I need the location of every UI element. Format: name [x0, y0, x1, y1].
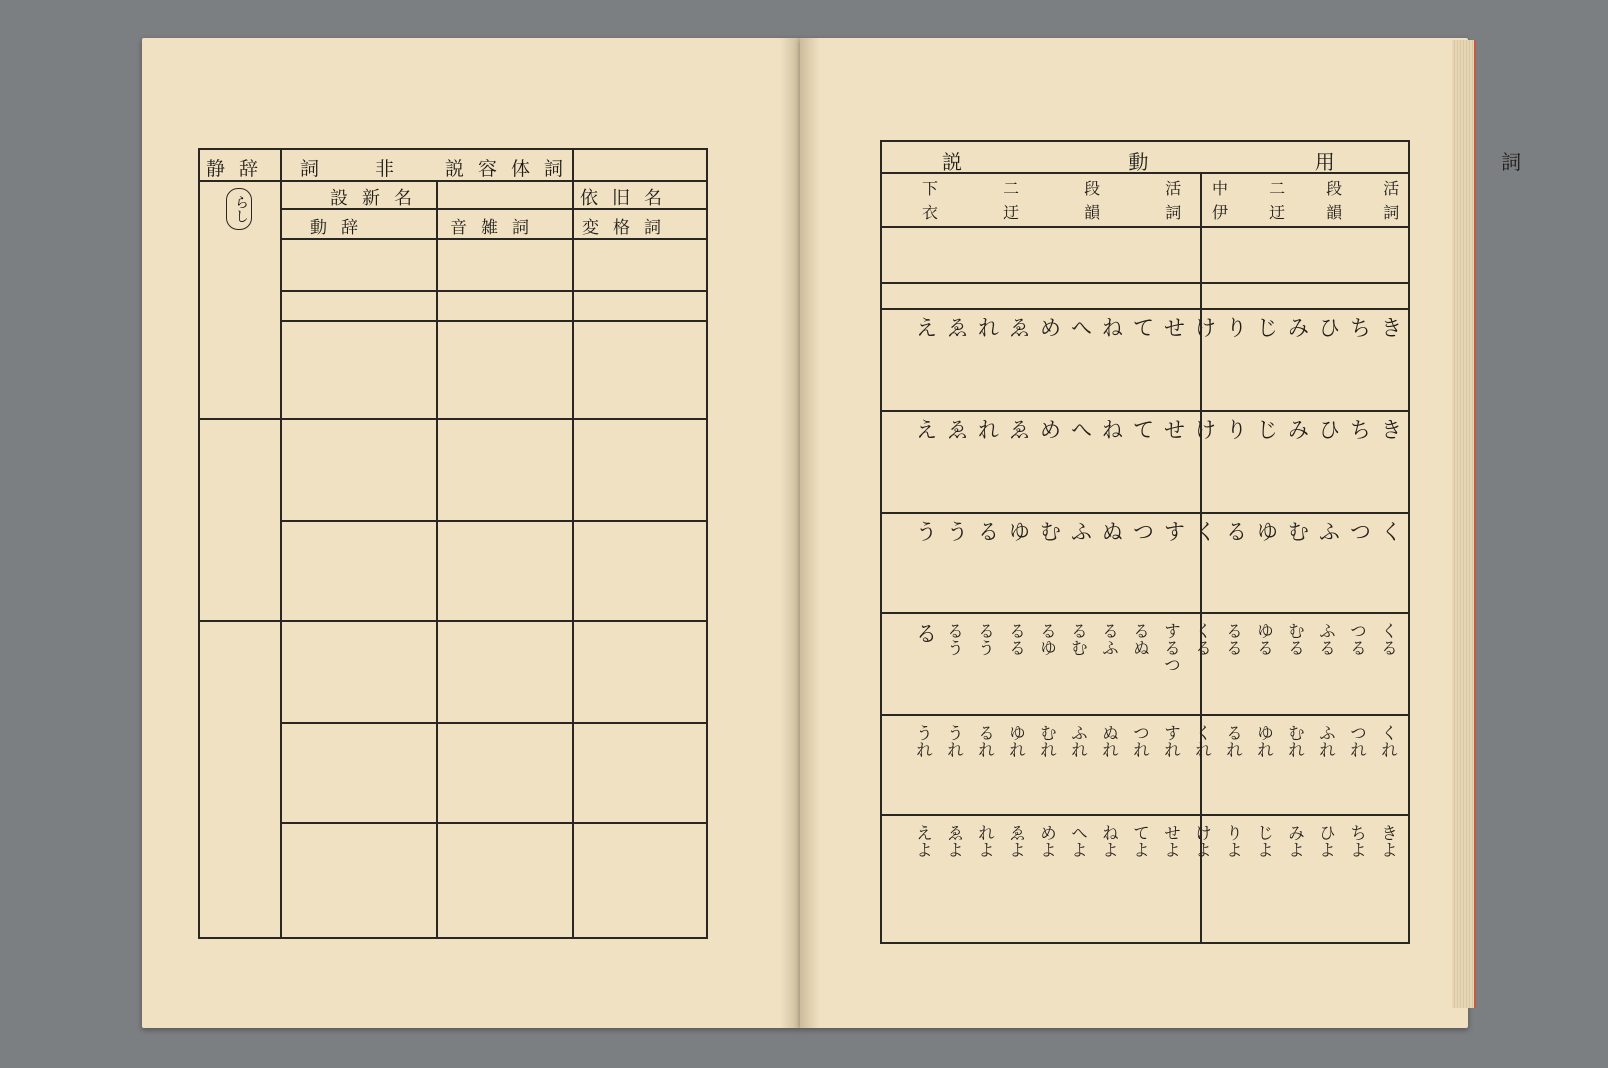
kana-cell: すれ	[1160, 724, 1180, 758]
kana-cell: う	[943, 520, 968, 542]
kana-cell: ゆれ	[1253, 724, 1273, 758]
section-a-sub: 伊 迂 韻 詞	[1212, 203, 1418, 222]
kana-cell: ゆれ	[1005, 724, 1025, 758]
kana-cell: ふれ	[1067, 724, 1087, 758]
kana-cell: ゑ	[1005, 316, 1030, 338]
kana-cell: み	[1284, 418, 1309, 440]
kana-cell: く	[1191, 520, 1216, 542]
kana-cell: ゑ	[1005, 418, 1030, 440]
circle-mark: らし	[226, 188, 252, 230]
left-grammar-table	[198, 148, 708, 939]
kana-cell: むれ	[1284, 724, 1304, 758]
kana-cell: め	[1036, 418, 1061, 440]
page-edges	[1452, 40, 1476, 1008]
rule	[882, 226, 1408, 228]
kana-cell: するつ	[1160, 622, 1180, 673]
header-mid-b: 設新名	[330, 188, 426, 209]
kana-cell: へよ	[1067, 824, 1087, 858]
kana-cell: つる	[1346, 622, 1366, 656]
kana-cell: ゑよ	[943, 824, 963, 858]
rule	[882, 512, 1408, 514]
kana-cell: へ	[1067, 316, 1092, 338]
kana-cell: めよ	[1036, 824, 1056, 858]
kana-cell: み	[1284, 316, 1309, 338]
kana-cell: ね	[1098, 316, 1123, 338]
kana-cell: め	[1036, 316, 1061, 338]
sidebar-title: 静辞	[206, 158, 273, 180]
kana-cell: せよ	[1160, 824, 1180, 858]
rule	[280, 238, 706, 240]
kana-cell: む	[1284, 520, 1309, 542]
kana-cell: ゑ	[943, 316, 968, 338]
kana-cell: せ	[1160, 316, 1185, 338]
kana-cell: ゆ	[1253, 520, 1278, 542]
kana-cell: うれ	[943, 724, 963, 758]
kana-cell: き	[1377, 418, 1402, 440]
kana-cell: る	[974, 520, 999, 542]
kana-cell: け	[1191, 316, 1216, 338]
kana-cell: りよ	[1222, 824, 1242, 858]
rule	[280, 150, 282, 937]
header-sub-b: 音雑詞	[450, 218, 543, 238]
rule	[882, 410, 1408, 412]
kana-cell: むれ	[1036, 724, 1056, 758]
kana-cell: るる	[1222, 622, 1242, 656]
kana-cell: じ	[1253, 316, 1278, 338]
kana-cell: ゑよ	[1005, 824, 1025, 858]
kana-cell: ふ	[1067, 520, 1092, 542]
kana-cell: ふ	[1315, 520, 1340, 542]
rule	[280, 520, 706, 522]
kana-cell: つ	[1129, 520, 1154, 542]
kana-cell: ゆる	[1253, 622, 1273, 656]
header-sub-a: 変格詞	[582, 218, 675, 238]
kana-cell: るゆ	[1036, 622, 1056, 656]
book-gutter	[780, 38, 820, 1028]
kana-cell: れ	[974, 316, 999, 338]
kana-cell: て	[1129, 418, 1154, 440]
kana-cell: る	[912, 622, 937, 644]
kana-cell: ねよ	[1098, 824, 1118, 858]
header-mid-a: 依旧名	[580, 188, 676, 209]
rule	[280, 320, 706, 322]
kana-cell: ひ	[1315, 418, 1340, 440]
kana-cell: け	[1191, 418, 1216, 440]
kana-cell: ふれ	[1315, 724, 1335, 758]
kana-cell: つれ	[1129, 724, 1149, 758]
kana-cell: ぬれ	[1098, 724, 1118, 758]
header-top-c: 詞	[300, 158, 334, 180]
kana-cell: くれ	[1191, 724, 1211, 758]
right-title: 説 動 用 詞	[942, 150, 1602, 174]
header-top-a: 説容体詞	[445, 158, 578, 180]
kana-cell: るれ	[974, 724, 994, 758]
kana-cell: り	[1222, 418, 1247, 440]
section-b-sub: 衣 迂 韻 詞	[922, 203, 1212, 222]
header-sub-c: 動辞	[310, 218, 372, 238]
kana-cell: れよ	[974, 824, 994, 858]
kana-cell: るれ	[1222, 724, 1242, 758]
rule	[882, 308, 1408, 310]
rule	[280, 822, 706, 824]
kana-cell: ち	[1346, 316, 1371, 338]
kana-cell: え	[912, 316, 937, 338]
right-grammar-table	[880, 140, 1602, 944]
kana-cell: る	[1222, 520, 1247, 542]
kana-cell: く	[1377, 520, 1402, 542]
kana-cell: ね	[1098, 418, 1123, 440]
kana-cell: むる	[1284, 622, 1304, 656]
rule	[280, 722, 706, 724]
kana-cell: ひよ	[1315, 824, 1335, 858]
kana-cell: う	[912, 520, 937, 542]
kana-cell: るぬ	[1129, 622, 1149, 656]
kana-cell: るる	[1005, 622, 1025, 656]
kana-cell: つれ	[1346, 724, 1366, 758]
kana-cell: きよ	[1377, 824, 1397, 858]
rule	[572, 150, 574, 937]
kana-cell: ふる	[1315, 622, 1335, 656]
kana-cell: え	[912, 418, 937, 440]
kana-cell: てよ	[1129, 824, 1149, 858]
kana-cell: つ	[1346, 520, 1371, 542]
kana-cell: くれ	[1377, 724, 1397, 758]
kana-cell: へ	[1067, 418, 1092, 440]
rule	[882, 282, 1408, 284]
rule	[280, 290, 706, 292]
kana-cell: ぬ	[1098, 520, 1123, 542]
kana-cell: るふ	[1098, 622, 1118, 656]
rule	[882, 612, 1408, 614]
kana-cell: ゑ	[943, 418, 968, 440]
kana-cell: せ	[1160, 418, 1185, 440]
kana-cell: くる	[1191, 622, 1211, 656]
kana-cell: じよ	[1253, 824, 1273, 858]
kana-cell: えよ	[912, 824, 932, 858]
kana-cell: ゆ	[1005, 520, 1030, 542]
kana-cell: ち	[1346, 418, 1371, 440]
kana-cell: けよ	[1191, 824, 1211, 858]
kana-cell: す	[1160, 520, 1185, 542]
kana-cell: るむ	[1067, 622, 1087, 656]
header-top-b: 非	[375, 158, 409, 180]
rule	[436, 180, 438, 937]
rule	[882, 814, 1408, 816]
kana-cell: みよ	[1284, 824, 1304, 858]
section-a: 中 二 段 活	[1212, 179, 1418, 198]
kana-cell: り	[1222, 316, 1247, 338]
rule	[200, 418, 706, 420]
kana-cell: ひ	[1315, 316, 1340, 338]
kana-cell: うれ	[912, 724, 932, 758]
kana-cell: じ	[1253, 418, 1278, 440]
rule	[200, 620, 706, 622]
section-b: 下 二 段 活	[922, 179, 1212, 198]
kana-cell: む	[1036, 520, 1061, 542]
kana-cell: き	[1377, 316, 1402, 338]
kana-cell: ちよ	[1346, 824, 1366, 858]
kana-cell: て	[1129, 316, 1154, 338]
rule	[882, 714, 1408, 716]
kana-cell: れ	[974, 418, 999, 440]
kana-cell: るう	[943, 622, 963, 656]
kana-cell: るう	[974, 622, 994, 656]
kana-cell: くる	[1377, 622, 1397, 656]
